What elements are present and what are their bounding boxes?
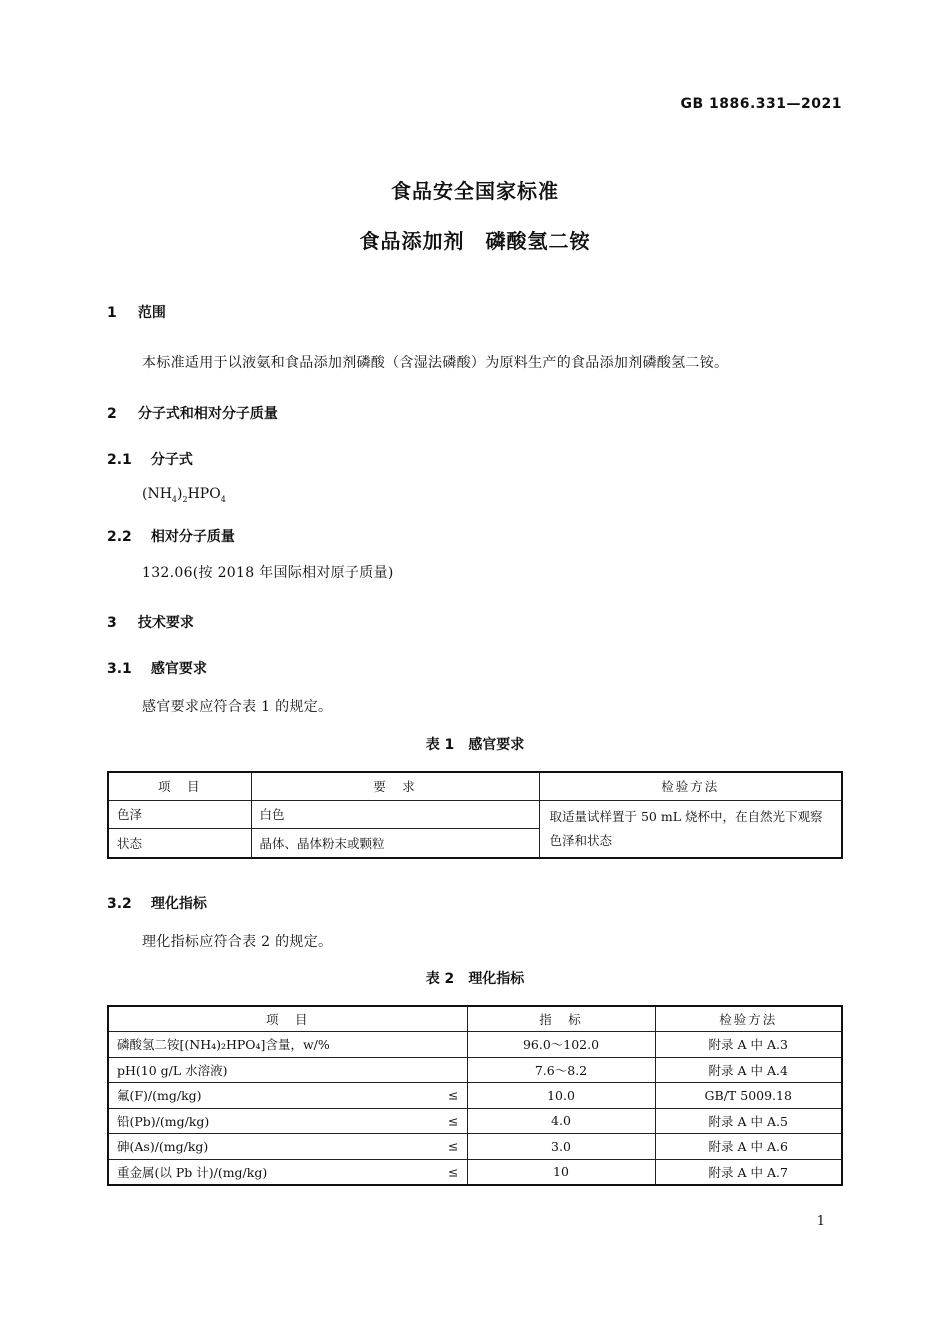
section-number: 2 (107, 406, 117, 422)
value-cell: 4.0 (467, 1108, 655, 1134)
column-header: 项 目 (108, 1006, 467, 1032)
value-cell: 10 (467, 1159, 655, 1185)
section-title: 感官要求 (150, 661, 207, 677)
item-cell: 重金属(以 Pb 计)/(mg/kg) ≤ (108, 1159, 467, 1185)
requirement-cell: 白色 (251, 800, 539, 829)
standard-number: GB 1886.331—2021 (680, 96, 842, 112)
section-2-heading (107, 403, 278, 423)
item-cell: 磷酸氢二铵[(NH₄)₂HPO₄]含量，w/% (108, 1032, 467, 1058)
sensory-requirements-table (107, 771, 843, 859)
method-cell: GB/T 5009.18 (655, 1083, 842, 1109)
table-row (108, 1108, 842, 1134)
item-cell: 砷(As)/(mg/kg) ≤ (108, 1134, 467, 1160)
section-title: 范围 (137, 305, 166, 321)
item-cell: 铅(Pb)/(mg/kg) ≤ (108, 1108, 467, 1134)
method-cell: 取适量试样置于 50 mL 烧杯中，在自然光下观察色泽和状态 (539, 800, 842, 858)
le-symbol: ≤ (448, 1164, 459, 1179)
table-1-caption: 表 1 感官要求 (425, 737, 525, 753)
column-header: 项 目 (108, 772, 251, 800)
method-cell: 附录 A 中 A.3 (655, 1032, 842, 1058)
table-row (108, 1134, 842, 1160)
table-row (108, 800, 842, 829)
section-number: 3 (107, 615, 117, 631)
column-header: 检验方法 (655, 1006, 842, 1032)
physicochemical-indicators-table (107, 1005, 843, 1186)
page-number: 1 (816, 1214, 825, 1229)
value-cell: 10.0 (467, 1083, 655, 1109)
section-number: 2.1 (107, 452, 132, 468)
molecular-weight-text: 132.06(按 2018 年国际相对原子质量) (142, 565, 394, 581)
section-title: 分子式 (150, 452, 193, 468)
scope-paragraph: 本标准适用于以液氨和食品添加剂磷酸（含湿法磷酸）为原料生产的食品添加剂磷酸氢二铵。 (142, 355, 729, 371)
molecular-formula: $(NH_4)_2HPO_4$ (142, 486, 226, 504)
table-row (108, 1083, 842, 1109)
value-cell: 7.6～8.2 (467, 1057, 655, 1083)
value-cell: 3.0 (467, 1134, 655, 1160)
column-header: 指 标 (467, 1006, 655, 1032)
section-title: 技术要求 (137, 615, 194, 631)
le-symbol: ≤ (448, 1087, 459, 1103)
physicochemical-paragraph: 理化指标应符合表 2 的规定。 (142, 934, 333, 950)
document-subtitle: 食品添加剂 磷酸氢二铵 (359, 229, 591, 253)
section-3-2-heading (107, 893, 207, 913)
section-title: 分子式和相对分子质量 (137, 406, 278, 422)
section-number: 2.2 (107, 529, 132, 545)
method-cell: 附录 A 中 A.4 (655, 1057, 842, 1083)
method-cell: 附录 A 中 A.6 (655, 1134, 842, 1160)
section-number: 1 (107, 305, 117, 321)
le-symbol: ≤ (448, 1113, 459, 1129)
section-number: 3.2 (107, 896, 132, 912)
section-title: 理化指标 (150, 896, 207, 912)
section-3-1-heading (107, 658, 207, 678)
requirement-cell: 晶体、晶体粉末或颗粒 (251, 829, 539, 858)
sensory-paragraph: 感官要求应符合表 1 的规定。 (142, 699, 333, 715)
table-row (108, 1159, 842, 1185)
table-row (108, 1057, 842, 1083)
value-cell: 96.0～102.0 (467, 1032, 655, 1058)
table-2-caption: 表 2 理化指标 (425, 971, 525, 987)
section-2-1-heading (107, 449, 193, 469)
section-number: 3.1 (107, 661, 132, 677)
item-cell: 色泽 (108, 800, 251, 829)
method-cell: 附录 A 中 A.5 (655, 1108, 842, 1134)
document-title: 食品安全国家标准 (391, 179, 559, 203)
method-cell: 附录 A 中 A.7 (655, 1159, 842, 1185)
item-cell: 状态 (108, 829, 251, 858)
table-header-row (108, 772, 842, 800)
item-cell: pH(10 g/L 水溶液) (108, 1057, 467, 1083)
item-cell: 氟(F)/(mg/kg) ≤ (108, 1083, 467, 1109)
table-row (108, 1032, 842, 1058)
table-header-row (108, 1006, 842, 1032)
column-header: 检验方法 (539, 772, 842, 800)
section-2-2-heading (107, 526, 235, 546)
section-title: 相对分子质量 (150, 529, 235, 545)
column-header: 要 求 (251, 772, 539, 800)
section-1-heading (107, 302, 166, 322)
section-3-heading (107, 612, 194, 632)
le-symbol: ≤ (448, 1138, 459, 1154)
